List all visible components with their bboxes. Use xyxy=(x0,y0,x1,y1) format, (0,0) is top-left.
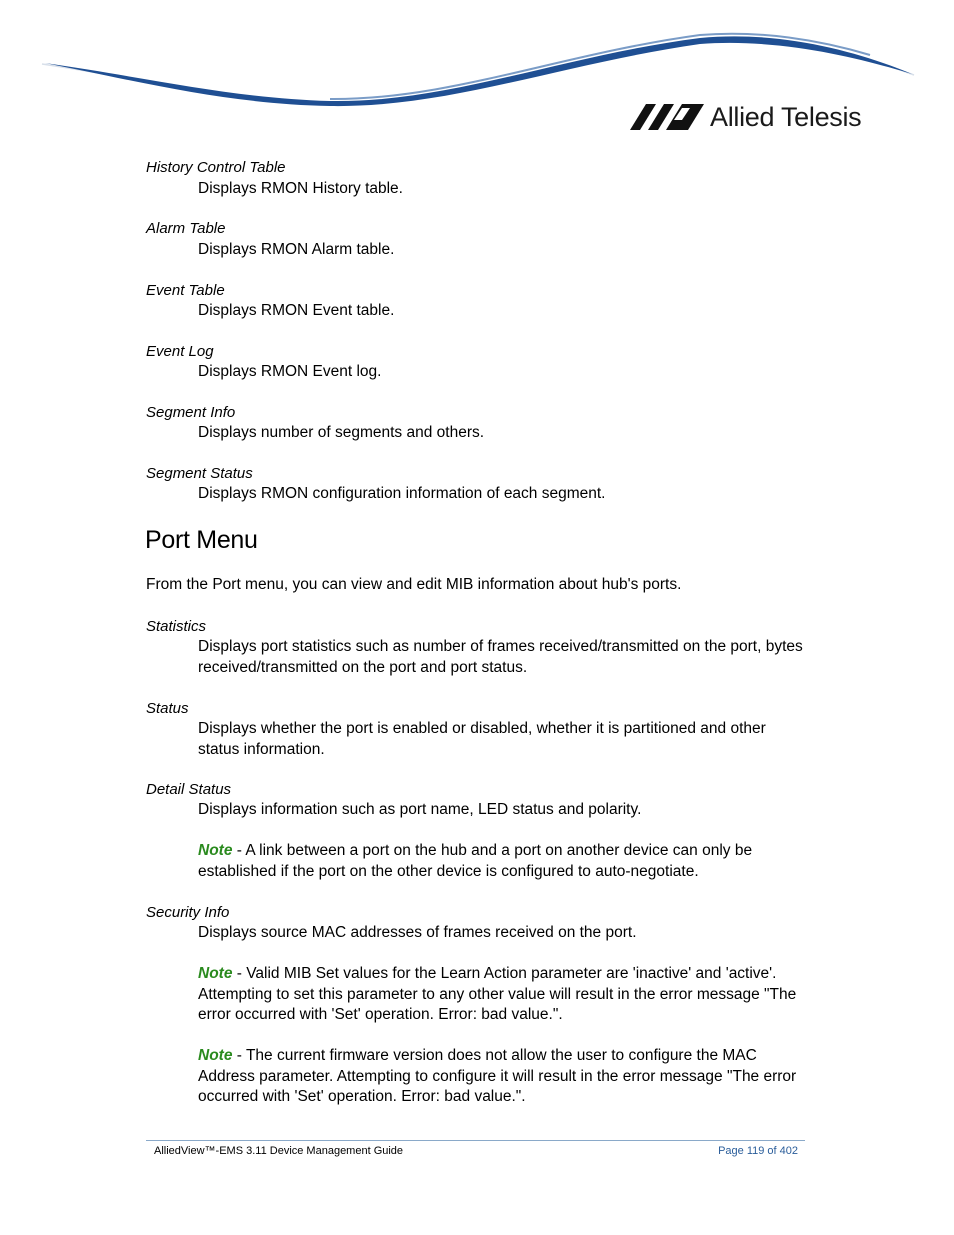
term-security-info: Security Info xyxy=(146,904,230,921)
note-text: - The current firmware version does not allow the user to configure the MAC Address parameter. Attempting to configure it will result in the error message "The error occurred with 'Set' operation. Error: bad value.". xyxy=(198,1047,797,1105)
note-block xyxy=(198,1046,810,1108)
note-label: Note xyxy=(198,1047,233,1064)
term-status: Status xyxy=(146,700,189,717)
note-text: - A link between a port on the hub and a port on another device can only be established if the port on the other device is configured to auto-negotiate. xyxy=(198,842,753,880)
section-intro: From the Port menu, you can view and edit MIB information about hub's ports. xyxy=(146,576,682,593)
note-block xyxy=(198,964,810,1026)
term-segment-status: Segment Status xyxy=(146,465,253,482)
desc-statistics: Displays port statistics such as number of frames received/transmitted on the port, bytes received/transmitted on the port and port status. xyxy=(198,638,803,676)
term-event-log: Event Log xyxy=(146,343,214,360)
desc-history-control-table: Displays RMON History table. xyxy=(198,180,403,197)
note-label: Note xyxy=(198,842,233,859)
logo-mark-icon xyxy=(630,102,704,132)
note-text: - Valid MIB Set values for the Learn Action parameter are 'inactive' and 'active'. Attempting to set this parameter to any other value will result in the error message "The error occurred with 'Set' operation. Error: bad value.". xyxy=(198,965,797,1023)
term-statistics: Statistics xyxy=(146,618,207,635)
logo-wordmark: Allied Telesis xyxy=(710,102,862,132)
desc-segment-info: Displays number of segments and others. xyxy=(198,424,485,441)
brand-logo xyxy=(630,100,861,134)
desc-event-log: Displays RMON Event log. xyxy=(198,363,382,380)
desc-event-table: Displays RMON Event table. xyxy=(198,302,395,319)
term-detail-status: Detail Status xyxy=(146,781,232,798)
desc-alarm-table: Displays RMON Alarm table. xyxy=(198,241,395,258)
term-segment-info: Segment Info xyxy=(146,404,236,421)
term-history-control-table: History Control Table xyxy=(146,159,286,176)
desc-status: Displays whether the port is enabled or disabled, whether it is partitioned and other status information. xyxy=(198,720,766,758)
desc-detail-status: Displays information such as port name, LED status and polarity. xyxy=(198,801,642,818)
footer-page-number: Page 119 of 402 xyxy=(718,1145,798,1157)
note-label: Note xyxy=(198,965,233,982)
note-block xyxy=(198,841,810,882)
desc-security-info: Displays source MAC addresses of frames received on the port. xyxy=(198,924,637,941)
term-event-table: Event Table xyxy=(146,282,225,299)
footer-divider xyxy=(146,1140,805,1141)
section-heading: Port Menu xyxy=(145,526,258,554)
term-alarm-table: Alarm Table xyxy=(146,220,226,237)
desc-segment-status: Displays RMON configuration information of each segment. xyxy=(198,485,606,502)
footer-document-title: AlliedView™-EMS 3.11 Device Management Guide xyxy=(154,1145,404,1157)
